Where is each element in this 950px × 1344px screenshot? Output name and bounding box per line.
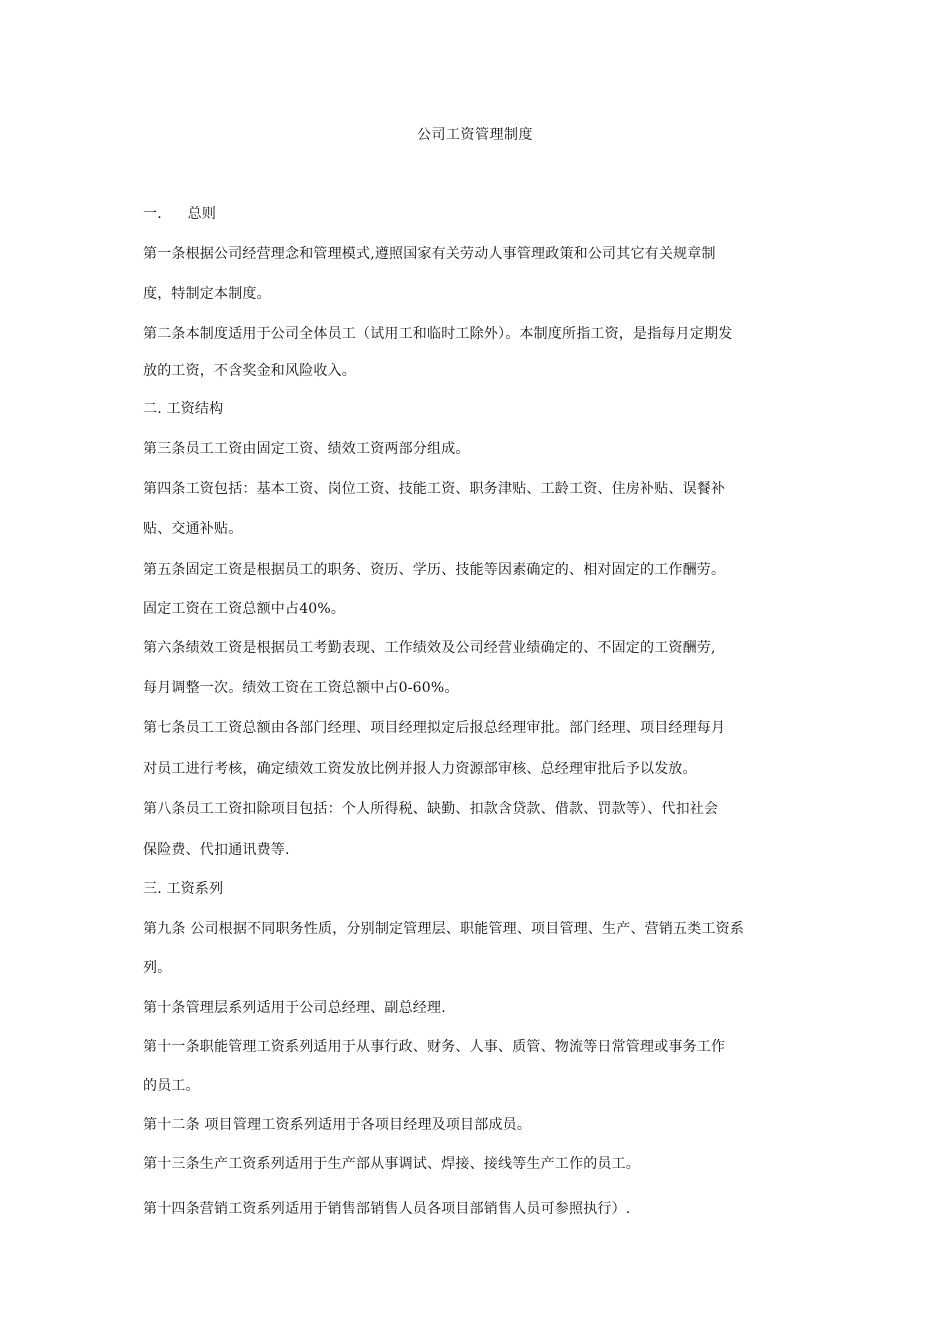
article-14: 第十四条营销工资系列适用于销售部销售人员各项目部销售人员可参照执行）. <box>143 1201 631 1217</box>
article-8-line-1: 第八条员工工资扣除项目包括：个人所得税、缺勤、扣款含贷款、借款、罚款等）、代扣社会 <box>143 801 719 817</box>
article-5-line-2: 固定工资在工资总额中占40%。 <box>143 601 346 617</box>
article-11-line-2: 的员工。 <box>143 1078 200 1094</box>
section-number: 一. <box>143 206 162 222</box>
section-heading-structure: 二. 工资结构 <box>143 401 224 417</box>
article-9-line-1: 第九条 公司根据不同职务性质，分别制定管理层、职能管理、项目管理、生产、营销五类工资系 <box>143 921 745 937</box>
article-11-line-1: 第十一条职能管理工资系列适用于从事行政、财务、人事、质管、物流等日常管理或事务工作 <box>143 1039 726 1055</box>
article-7-line-2: 对员工进行考核，确定绩效工资发放比例并报人力资源部审核、总经理审批后予以发放。 <box>143 761 697 777</box>
article-4-line-2: 贴、交通补贴。 <box>143 521 243 537</box>
article-2-line-2: 放的工资，不含奖金和风险收入。 <box>143 363 356 379</box>
article-7-line-1: 第七条员工工资总额由各部门经理、项目经理拟定后报总经理审批。部门经理、项目经理每月 <box>143 720 726 736</box>
section-heading-series: 三. 工资系列 <box>143 881 224 897</box>
section-title: 总则 <box>187 206 217 222</box>
article-6-line-1: 第六条绩效工资是根据员工考勤表现、工作绩效及公司经营业绩确定的、不固定的工资酬劳, <box>143 640 716 656</box>
article-5-line-1: 第五条固定工资是根据员工的职务、资历、学历、技能等因素确定的、相对固定的工作酬劳。 <box>143 562 726 578</box>
article-6-line-2: 每月调整一次。绩效工资在工资总额中占0-60%。 <box>143 680 459 696</box>
section-heading-general <box>143 205 216 223</box>
article-1-line-2: 度，特制定本制度。 <box>143 286 271 302</box>
article-4-line-1: 第四条工资包括：基本工资、岗位工资、技能工资、职务津贴、工龄工资、住房补贴、误餐补 <box>143 481 726 497</box>
article-2-line-1: 第二条本制度适用于公司全体员工（试用工和临时工除外）。本制度所指工资，是指每月定期发 <box>143 326 733 342</box>
article-3: 第三条员工工资由固定工资、绩效工资两部分组成。 <box>143 441 470 457</box>
article-13: 第十三条生产工资系列适用于生产部从事调试、焊接、接线等生产工作的员工。 <box>143 1156 640 1172</box>
article-8-line-2: 保险费、代扣通讯费等. <box>143 842 290 858</box>
article-12: 第十二条 项目管理工资系列适用于各项目经理及项目部成员。 <box>143 1117 532 1133</box>
article-9-line-2: 列。 <box>143 960 172 976</box>
article-10: 第十条管理层系列适用于公司总经理、副总经理. <box>143 1000 446 1016</box>
article-1-line-1: 第一条根据公司经营理念和管理模式,遵照国家有关劳动人事管理政策和公司其它有关规章制 <box>143 246 716 262</box>
document-title: 公司工资管理制度 <box>417 127 533 143</box>
